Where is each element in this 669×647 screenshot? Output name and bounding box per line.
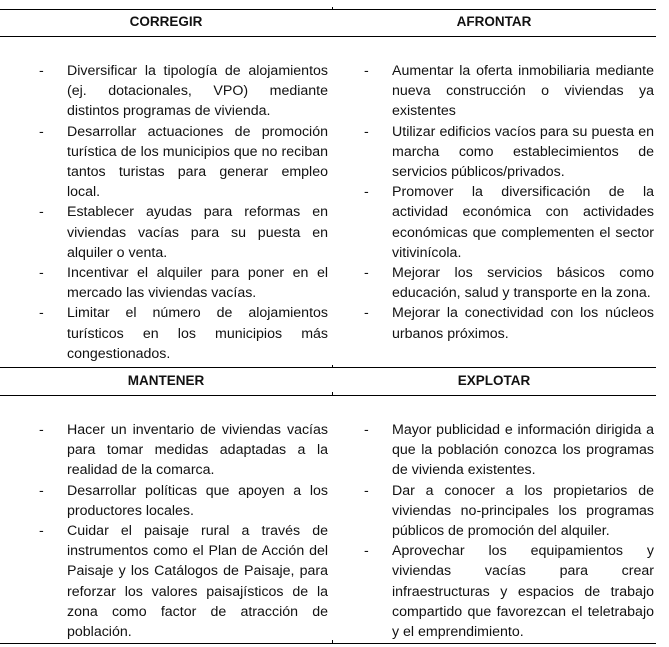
section-divider-rule [0, 367, 656, 368]
list-item-text: Aumentar la oferta inmobiliaria mediante nueva construcción o viviendas ya existentes [392, 63, 654, 120]
list-item-text: Establecer ayudas para reformas en viviendas vacías para su puesta en alquiler o venta. [67, 204, 328, 261]
list-item-text: Aprovechar los equipamientos y viviendas vacías para crear infraestructuras y espacios de trabajo compartido que favorezcan el teletrabajo y el emprendimiento. [392, 543, 654, 641]
list-item-text: Hacer un inventario de viviendas vacías para tomar medidas adaptadas a la realidad de la comarca. [67, 422, 328, 479]
list-item-text: Limitar el número de alojamientos turísticos en los municipios más congestionados. [67, 305, 328, 362]
column-divider-tick [332, 365, 333, 368]
list-item [364, 303, 654, 343]
list-item [364, 61, 654, 122]
bullet-dash: - [364, 63, 369, 79]
bullet-dash: - [39, 482, 44, 499]
bullet-dash: - [39, 523, 44, 540]
quadrant-header-corregir: CORREGIR [129, 14, 203, 29]
bullet-dash: - [364, 305, 369, 322]
quadrant-list-mantener [39, 420, 328, 642]
list-item [364, 122, 654, 183]
table-top-rule [0, 9, 656, 10]
list-item [364, 182, 654, 263]
list-item-text: Desarrollar políticas que apoyen a los productores locales. [67, 482, 328, 519]
list-item-text: Incentivar el alquiler para poner en el mercado las viviendas vacías. [67, 265, 328, 302]
quadrant-header-explotar: EXPLOTAR [457, 373, 531, 388]
list-item [39, 521, 328, 642]
bullet-dash: - [39, 422, 44, 438]
list-item-text: Diversificar la tipología de alojamientos (ej. dotacionales, VPO) mediante distintos programas de vivienda. [67, 63, 328, 120]
column-divider-tick [332, 392, 333, 395]
list-item-text: Mayor publicidad e información dirigida a que la población conozca los programas de vivienda existentes. [392, 422, 654, 479]
list-item [39, 481, 328, 521]
bullet-dash: - [364, 543, 369, 560]
bullet-dash: - [39, 204, 44, 221]
bullet-dash: - [39, 265, 44, 282]
bullet-dash: - [39, 305, 44, 322]
bullet-dash: - [364, 184, 369, 201]
column-divider-tick [332, 640, 333, 643]
quadrant-list-afrontar [364, 61, 654, 344]
quadrant-list-corregir [39, 61, 328, 364]
list-item [39, 303, 328, 364]
list-item-text: Promover la diversificación de la actividad económica con actividades económicas que complementen el sector vitivinícola. [392, 184, 654, 261]
column-divider-tick [332, 7, 333, 10]
table-bottom-rule [0, 643, 656, 644]
list-item-text: Cuidar el paisaje rural a través de instrumentos como el Plan de Acción del Paisaje y los Catálogos de Paisaje, para reforzar los valores paisajísticos de la zona como factor de atracción de población. [67, 523, 328, 641]
quadrant-header-mantener: MANTENER [127, 373, 205, 388]
quadrant-header-afrontar: AFRONTAR [456, 14, 532, 29]
header-bottom-rule-bottom [0, 395, 656, 396]
list-item [39, 61, 328, 122]
list-item [364, 481, 654, 542]
list-item [39, 202, 328, 263]
quadrant-list-explotar [364, 420, 654, 642]
list-item [364, 541, 654, 642]
bullet-dash: - [39, 63, 44, 79]
list-item-text: Mejorar la conectividad con los núcleos urbanos próximos. [392, 305, 654, 342]
bullet-dash: - [364, 422, 369, 438]
list-item-text: Desarrollar actuaciones de promoción turística de los municipios que no reciban tantos turistas para generar empleo local. [67, 123, 328, 201]
list-item [39, 420, 328, 481]
header-bottom-rule-top [0, 36, 656, 37]
bullet-dash: - [364, 123, 369, 140]
list-item-text: Mejorar los servicios básicos como educación, salud y transporte en la zona. [392, 265, 654, 302]
list-item [364, 420, 654, 481]
bullet-dash: - [39, 123, 44, 140]
bullet-dash: - [364, 482, 369, 499]
list-item [39, 263, 328, 303]
list-item-text: Utilizar edificios vacíos para su puesta en marcha como establecimientos de servicios públicos/privados. [392, 123, 654, 181]
list-item-text: Dar a conocer a los propietarios de viviendas no-principales los programas públicos de promoción del alquiler. [392, 482, 654, 540]
list-item [364, 263, 654, 303]
bullet-dash: - [364, 265, 369, 282]
list-item [39, 122, 328, 203]
